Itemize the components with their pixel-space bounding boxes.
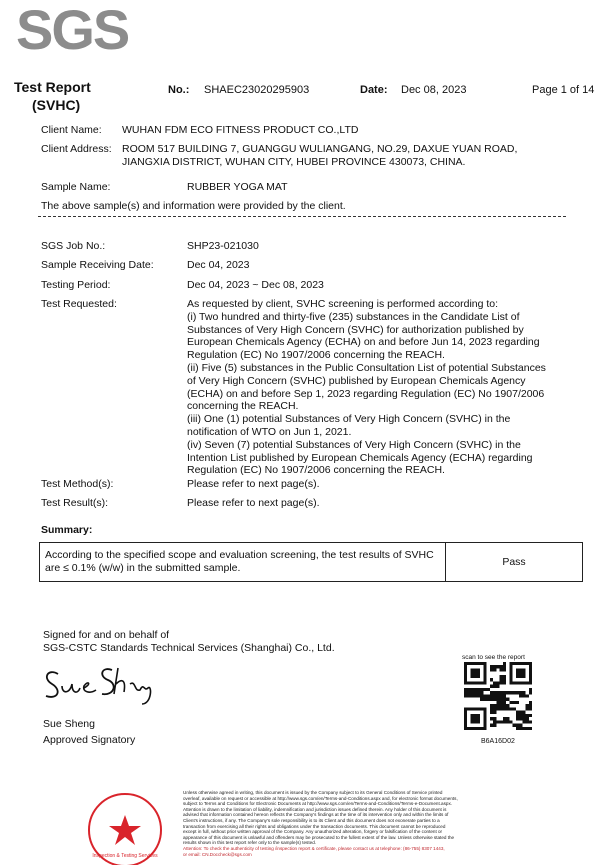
summary-heading: Summary: [41,524,93,536]
footer-line: subject to Terms and Conditions for Electronic Documents at http://www.sgs.com/en/Terms-and-Conditions/Terms-e-Document.aspx. [183,801,453,807]
sgs-logo-text: SGS [16,2,129,54]
receiving-date-label: Sample Receiving Date: [41,259,154,271]
page-number: Page 1 of 14 [532,84,595,96]
test-requested-label: Test Requested: [41,298,117,310]
footer-line: or email: CN.Doccheck@sgs.com [183,851,252,857]
qr-code-icon[interactable] [464,662,532,730]
legal-disclaimer [183,790,583,857]
requested-line: Regulation (EC) No 1907/2006 concerning the REACH. [187,349,445,362]
footer-line: appearance of this document is unlawful and offenders may be prosecuted to the fullest extent of the law. Unless otherwise stated the [183,834,455,840]
footer-line: transaction from exercising all their rights and obligations under the transaction documents. This document cannot be reproduced [183,823,446,829]
report-no-label: No.: [168,84,190,96]
requested-line: (iv) Seven (7) potential Substances of Very High Concern (SVHC) in the [187,438,521,451]
requested-line: European Chemicals Agency (ECHA) on and before Jun 14, 2023 regarding [187,336,540,349]
footer-line: Client's instructions, if any. The Company's sole responsibility is to its Client and this document does not exonerate parties to a [183,817,440,823]
handwritten-signature [40,660,160,708]
sample-name-label: Sample Name: [41,181,111,193]
job-no-value: SHP23-021030 [187,240,259,252]
footer-line: Unless otherwise agreed in writing, this document is issued by the Company subject to its General Conditions of Service printed [183,790,443,795]
summary-table [39,542,583,582]
sgs-logo [14,2,144,54]
test-method-label: Test Method(s): [41,478,114,490]
report-no-value: SHAEC23020295903 [204,84,310,96]
requested-line: (ii) Five (5) substances in the Public Consultation List of potential Substances [187,361,546,374]
requested-line: of Very High Concern (SVHC) published by European Chemicals Agency [187,374,526,387]
testing-period-value: Dec 04, 2023 ~ Dec 08, 2023 [187,279,324,291]
report-date-value: Dec 08, 2023 [401,84,467,96]
requested-line: (ECHA) on and before Sep 1, 2023 regarding Regulation (EC) No 1907/2006 [187,387,545,400]
footer-line: results shown in this test report refer only to the sample(s) tested. [183,840,317,846]
footer-line: Attention: To check the authenticity of testing /inspection report & certificate, please contact us at telephone: (86-755) 8307 1443, [183,845,445,851]
report-title: Test Report [14,79,91,95]
summary-text: According to the specified scope and evaluation screening, the test results of SVHC are ≤ 0.1% (w/w) in the submitted sample. [45,549,434,574]
client-name-value: WUHAN FDM ECO FITNESS PRODUCT CO.,LTD [122,124,359,136]
requested-line: notification of WTO on Jun 1, 2021. [187,425,352,438]
footer-line: except in full, without prior written approval of the Company. Any unauthorized alteration, forgery or falsification of the content or [183,829,443,835]
client-address-line2: JIANGXIA DISTRICT, WUHAN CITY, HUBEI PROVINCE 430073, CHINA. [122,156,466,168]
test-requested-text [187,298,567,477]
stamp-text: Inspection & Testing Services [92,853,158,859]
job-no-label: SGS Job No.: [41,240,106,252]
test-result-label: Test Result(s): [41,497,109,509]
seal-stamp [80,785,170,865]
signed-on-behalf: Signed for and on behalf of [43,629,170,641]
client-address-line1: ROOM 517 BUILDING 7, GUANGGU WULIANGANG, NO.29, DAXUE YUAN ROAD, [122,143,518,155]
testing-period-label: Testing Period: [41,279,111,291]
signatory-title: Approved Signatory [43,734,136,746]
requested-line: concerning the REACH. [187,400,299,413]
requested-line: (i) Two hundred and thirty-five (235) substances in the Candidate List of [187,310,520,323]
requested-line: Intention List published by European Chemicals Agency (ECHA) regarding [187,451,533,464]
receiving-date-value: Dec 04, 2023 [187,259,250,271]
footer-line: advised that information contained hereon reflects the Company's findings at the time of its intervention only and within the limits of [183,812,449,818]
sample-note: The above sample(s) and information were provided by the client. [41,200,346,212]
summary-result: Pass [502,556,526,568]
requested-line: Regulation (EC) No 1907/2006 concerning the REACH. [187,464,445,477]
client-name-label: Client Name: [41,124,102,136]
sample-name-value: RUBBER YOGA MAT [187,181,288,193]
footer-line: overleaf, available on request or accessible at http://www.sgs.com/en/Terms-and-Conditions.aspx and, for electronic format documents, [183,795,458,801]
report-date-label: Date: [360,84,388,96]
signatory-name: Sue Sheng [43,718,95,730]
report-subtitle: (SVHC) [32,97,81,113]
requested-line: As requested by client, SVHC screening is performed according to: [187,298,499,310]
test-result-value: Please refer to next page(s). [187,497,320,509]
qr-caption: scan to see the report [462,654,525,661]
qr-code-id: B6A16D02 [481,738,515,745]
footer-line: Attention is drawn to the limitation of liability, indemnification and jurisdiction issues defined therein. Any holder of this document is [183,806,447,812]
signing-company: SGS-CSTC Standards Technical Services (Shanghai) Co., Ltd. [43,642,335,654]
test-method-value: Please refer to next page(s). [187,478,320,490]
client-address-label: Client Address: [41,143,112,155]
requested-line: (iii) One (1) potential Substances of Very High Concern (SVHC) in the [187,413,511,426]
section-divider [38,216,566,217]
requested-line: Substances of Very High Concern (SVHC) for authorization published by [187,323,524,336]
